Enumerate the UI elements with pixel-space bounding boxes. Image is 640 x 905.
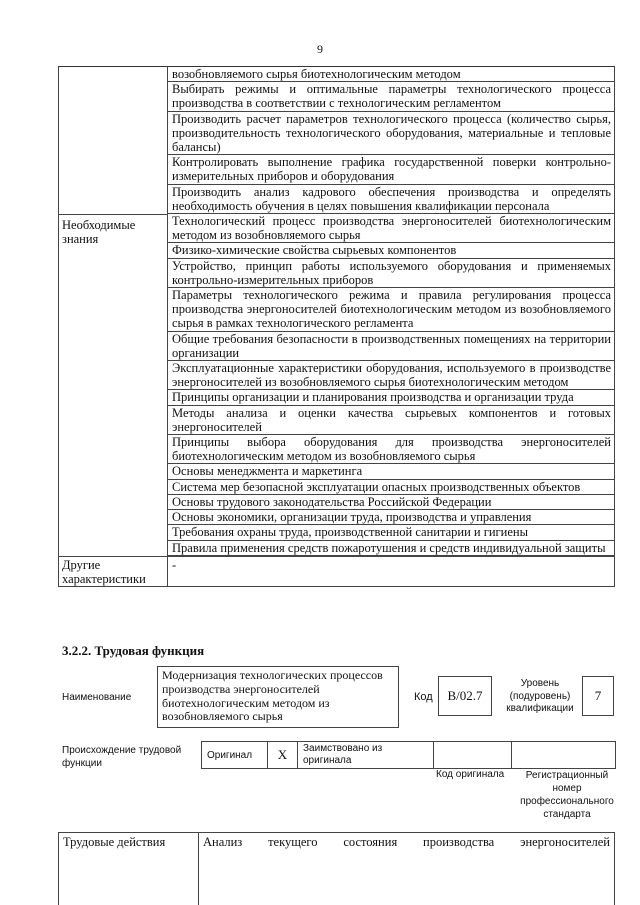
labor-actions-label: Трудовые действия xyxy=(59,833,199,905)
skill-item: Выбирать режимы и оптимальные параметры технологического процесса производства в соответствии с технологическим регламентом xyxy=(168,82,615,111)
other-characteristics-row xyxy=(58,556,615,587)
skills-cells xyxy=(168,67,615,214)
other-value: - xyxy=(168,557,615,586)
knowledge-item: Система мер безопасной эксплуатации опасных производственных объектов xyxy=(168,480,615,495)
knowledge-label: Необходимые знания xyxy=(58,214,168,556)
original-label: Оригинал xyxy=(202,742,268,768)
code-value: B/02.7 xyxy=(438,676,492,716)
knowledge-item: Требования охраны труда, производственной санитарии и гигиены xyxy=(168,525,615,540)
function-name-value: Модернизация технологических процессов производства энергоносителей биотехнологическим методом из возобновляемого сырья xyxy=(157,666,399,728)
labor-actions-table xyxy=(58,832,615,905)
knowledge-item: Принципы организации и планирования производства и организации труда xyxy=(168,390,615,405)
code-original-cell xyxy=(434,742,512,768)
knowledge-item: Общие требования безопасности в производственных помещениях на территории организации xyxy=(168,332,615,361)
skills-label-cell xyxy=(58,67,168,214)
name-label: Наименование xyxy=(62,692,132,703)
knowledge-item: Правила применения средств пожаротушения и средств индивидуальной защиты xyxy=(168,541,615,556)
original-mark: X xyxy=(268,742,298,768)
level-label: Уровень (подуровень) квалификации xyxy=(506,678,574,714)
action-word: состояния xyxy=(343,835,398,849)
action-word: текущего xyxy=(268,835,318,849)
action-word: производства xyxy=(423,835,495,849)
skills-group xyxy=(58,67,615,214)
skill-item: Производить расчет параметров технологического процесса (количество сырья, производительность технологического оборудования, материальные и тепловые балансы) xyxy=(168,112,615,156)
knowledge-item: Основы экономики, организации труда, производства и управления xyxy=(168,510,615,525)
reg-number-cell xyxy=(512,742,615,768)
requirements-table xyxy=(58,66,615,587)
knowledge-item: Технологический процесс производства энергоносителей биотехнологическим методом из возобновляемого сырья xyxy=(168,214,615,243)
knowledge-group xyxy=(58,214,615,556)
knowledge-item: Эксплуатационные характеристики оборудования, используемого в производстве энергоносителей из возобновляемого сырья биотехнологическим методом xyxy=(168,361,615,390)
knowledge-item: Параметры технологического режима и правила регулирования процесса производства энергоносителей биотехнологическим методом из возобновляемого сырья в рамках технологического регламента xyxy=(168,288,615,332)
origin-table xyxy=(201,741,616,769)
knowledge-item: Физико-химические свойства сырьевых компонентов xyxy=(168,243,615,258)
labor-actions-text xyxy=(199,833,614,905)
section-title: 3.2.2. Трудовая функция xyxy=(62,643,205,658)
level-value: 7 xyxy=(582,676,614,716)
origin-label: Происхождение трудовой функции xyxy=(62,745,182,769)
skill-item: Производить анализ кадрового обеспечения производства и определять необходимость обучения в целях повышения квалификации персонала xyxy=(168,185,615,214)
other-label: Другие характеристики xyxy=(58,557,168,586)
knowledge-item: Основы трудового законодательства Российской Федерации xyxy=(168,495,615,510)
skill-item: возобновляемого сырья биотехнологическим методом xyxy=(168,67,615,82)
borrowed-label: Заимствовано из оригинала xyxy=(298,742,434,768)
page-number: 9 xyxy=(317,42,323,56)
action-word: энергоносителей xyxy=(520,835,610,849)
knowledge-item: Основы менеджмента и маркетинга xyxy=(168,464,615,479)
knowledge-item: Методы анализа и оценки качества сырьевых компонентов и готовых энергоносителей xyxy=(168,406,615,435)
skill-item: Контролировать выполнение графика государственной поверки контрольно-измерительных приборов и оборудования xyxy=(168,155,615,184)
knowledge-item: Принципы выбора оборудования для производства энергоносителей биотехнологическим методом из возобновляемого сырья xyxy=(168,435,615,464)
reg-number-label: Регистрационный номер профессионального стандарта xyxy=(520,770,614,820)
code-label: Код xyxy=(414,691,433,703)
action-word: Анализ xyxy=(203,835,243,849)
knowledge-item: Устройство, принцип работы используемого оборудования и применяемых контрольно-измерительных приборов xyxy=(168,259,615,288)
knowledge-cells xyxy=(168,214,615,556)
code-original-label: Код оригинала xyxy=(436,769,505,780)
